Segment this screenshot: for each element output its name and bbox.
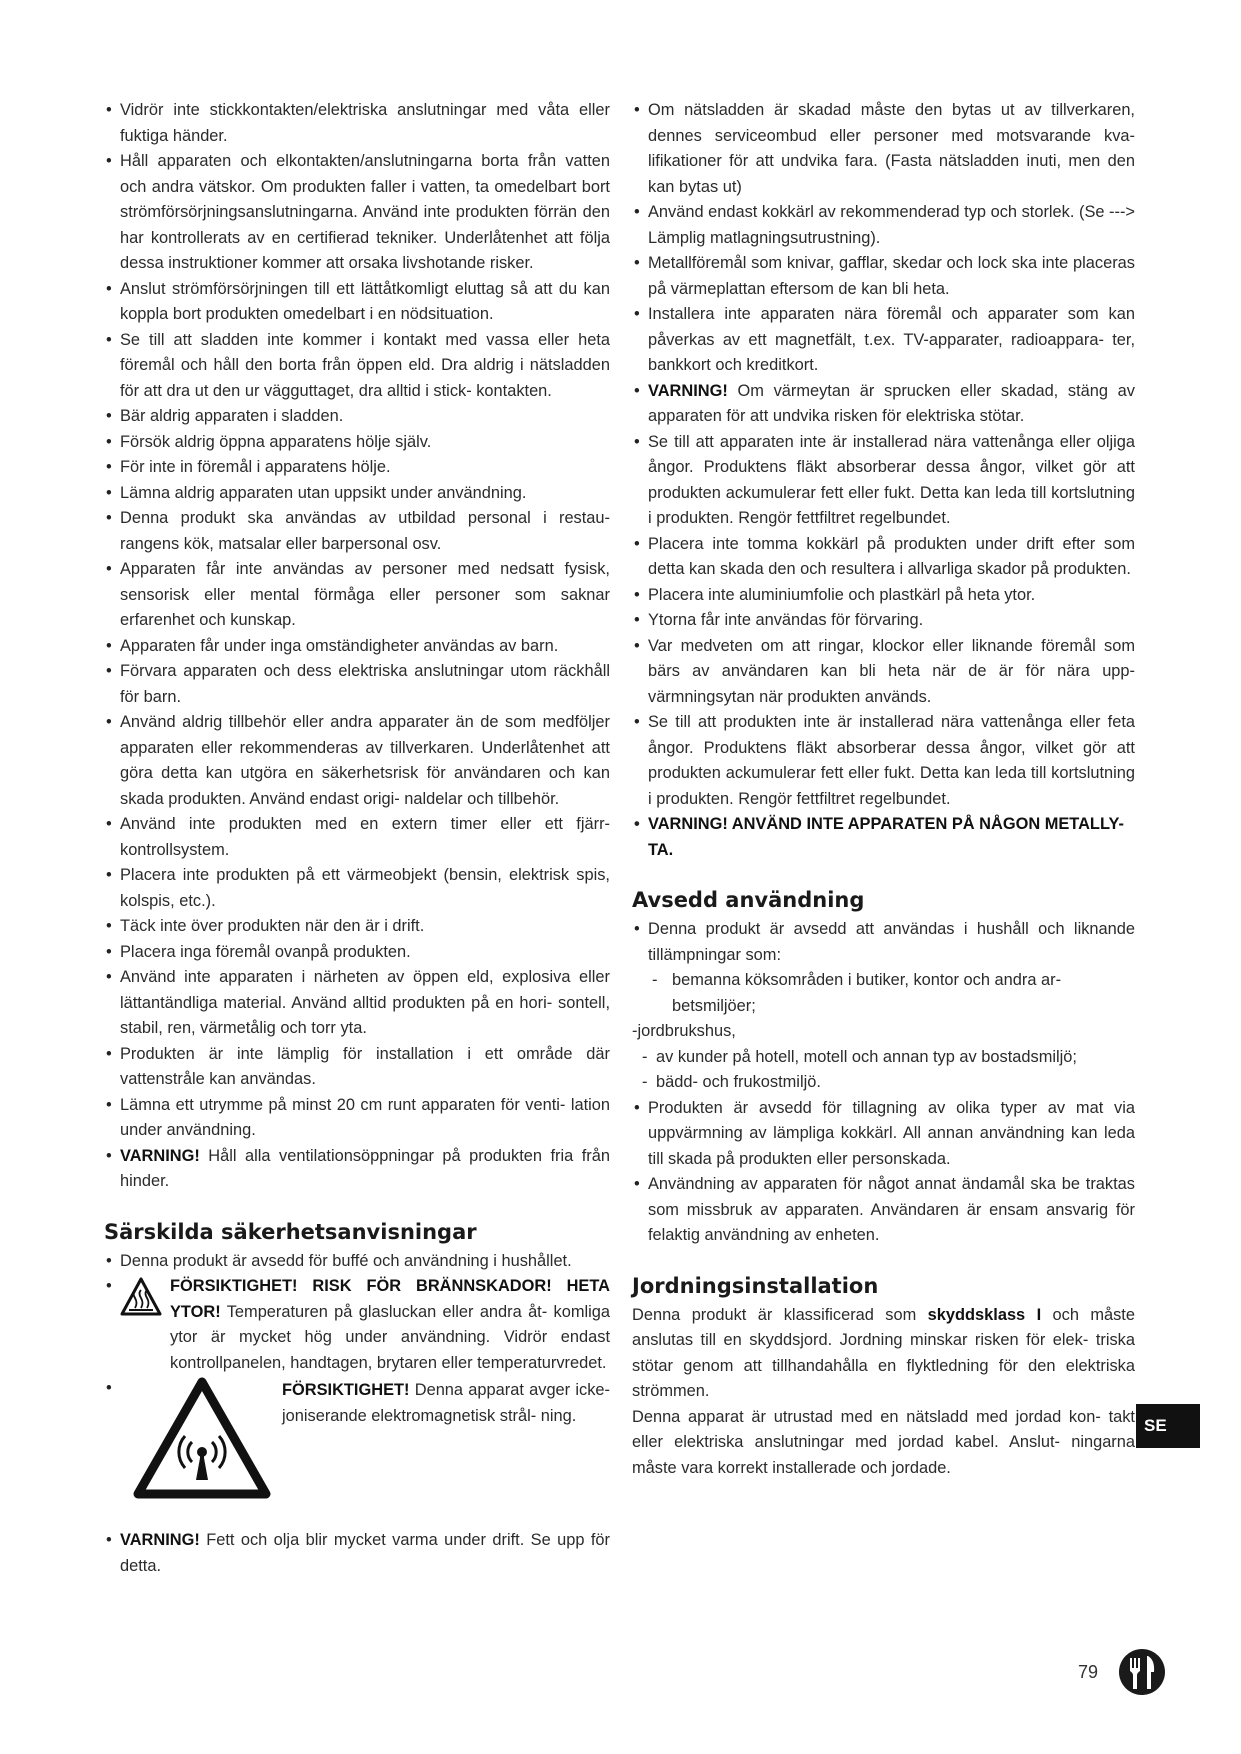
list-item: • Om nätsladden är skadad måste den bytas ut av tillverkaren, dennes serviceombud eller personer med motsvarande kva- lifikationer för att undvika fara. (Fasta nätsladden inuti, men den kan bytas ut) <box>632 98 1135 200</box>
list-item: • Använd inte produkten med en extern timer eller ett fjärr- kontrollsystem. <box>104 812 610 863</box>
radiation-warning <box>104 1376 610 1502</box>
list-item: • Denna produkt ska användas av utbildad personal i restau- rangens kök, matsalar eller barpersonal osv. <box>104 506 610 557</box>
list-item: • Denna produkt är avsedd för buffé och användning i hushållet. <box>104 1249 610 1275</box>
warning-ventilation <box>104 1144 610 1195</box>
section-heading-intended-use: Avsedd användning <box>632 888 865 912</box>
list-item: • Ytorna får inte användas för förvaring. <box>632 608 1135 634</box>
list-item: • Vidrör inte stickkontakten/elektriska anslutningar med våta eller fuktiga händer. <box>104 98 610 149</box>
sub-item: - bemanna köksområden i butiker, kontor och andra ar- betsmiljöer; <box>632 968 1135 1019</box>
list-item: • Placera inte tomma kokkärl på produkten under drift efter som detta kan skada den och resultera i allvarliga skador på produkten. <box>632 532 1135 583</box>
hot-surface-warning-icon <box>120 1276 162 1318</box>
list-item: • Apparaten får under inga omständigheter användas av barn. <box>104 634 610 660</box>
list-item: • Använd endast kokkärl av rekommenderad typ och storlek. (Se ---> Lämplig matlagningsutrustning). <box>632 200 1135 251</box>
list-item: • Apparaten får inte användas av personer med nedsatt fysisk, sensorisk eller mental förmåga eller personer som saknar erfarenhet och kunskap. <box>104 557 610 634</box>
list-item: • Produkten är inte lämplig för installation i ett område där vattenstråle kan användas. <box>104 1042 610 1093</box>
list-item: • Placera inte aluminiumfolie och plastkärl på heta ytor. <box>632 583 1135 609</box>
grounding-paragraph: Denna apparat är utrustad med en nätsladd med jordad kon- takt eller elektriska anslutningar med jordad kabel. Anslut- ningarna måste vara korrekt installerade och jordade. <box>632 1407 1135 1477</box>
list-item: • För inte in föremål i apparatens hölje. <box>104 455 610 481</box>
list-item: • Försök aldrig öppna apparatens hölje själv. <box>104 430 610 456</box>
cutlery-icon <box>1118 1648 1166 1696</box>
warning-label: VARNING! <box>648 381 728 400</box>
sub-item: - av kunder på hotell, motell och annan typ av bostadsmiljö; <box>632 1045 1135 1071</box>
left-column <box>104 98 610 1579</box>
list-item: • Se till att apparaten inte är installerad nära vattenånga eller oljiga ångor. Produktens fläkt absorberar dessa ångor, vilket gör att produkten ackumulerar fett eller fukt. Detta kan leda till kortslutning i produkten. Rengör fettfiltret regelbundet. <box>632 430 1135 532</box>
burn-warning-text: Temperaturen på glasluckan eller andra åt- komliga ytor är mycket hög under användning. Vidrör endast kontrollpanelen, handtagen, brytaren eller temperaturvredet. <box>170 1302 610 1372</box>
oil-warning <box>104 1528 610 1579</box>
sub-item: - bädd- och frukostmiljö. <box>632 1070 1135 1096</box>
protection-class: skyddsklass I <box>927 1305 1042 1324</box>
section-heading-grounding: Jordningsinstallation <box>632 1273 879 1298</box>
language-tab: SE <box>1136 1404 1200 1448</box>
list-item: • Placera inga föremål ovanpå produkten. <box>104 940 610 966</box>
warning-text: Om värmeytan är sprucken eller skadad, stäng av apparaten för att undvika risken för elektriska stötar. <box>648 381 1135 425</box>
warning-cracked-surface <box>632 379 1135 430</box>
warning-text: Håll alla ventilationsöppningar på produkten fria från hinder. <box>120 1146 610 1190</box>
list-item: • Använd inte apparaten i närheten av öppen eld, explosiva eller lättantändliga material. Använd alltid produkten på en hori- sontell, stabil, ren, värmetålig och torr yta. <box>104 965 610 1042</box>
warning-metal-surface: • VARNING! ANVÄND INTE APPARATEN PÅ NÅGON METALLY- TA. <box>632 812 1135 863</box>
list-item: • Metallföremål som knivar, gafflar, skedar och lock ska inte placeras på värmeplattan eftersom de kan bli heta. <box>632 251 1135 302</box>
list-item: • Produkten är avsedd för tillagning av olika typer av mat via uppvärmning av lämpliga kokkärl. All annan användning kan leda till skada på produkten eller personskada. <box>632 1096 1135 1173</box>
right-column <box>632 98 1135 1481</box>
page-number: 79 <box>1078 1662 1099 1682</box>
list-item: • Förvara apparaten och dess elektriska anslutningar utom räckhåll för barn. <box>104 659 610 710</box>
list-item: • Täck inte över produkten när den är i drift. <box>104 914 610 940</box>
list-item: • Var medveten om att ringar, klockor eller liknande föremål som bärs av användaren kan bli heta när de är för nära upp- värmningsytan när produkten används. <box>632 634 1135 711</box>
list-item: • Se till att sladden inte kommer i kontakt med vassa eller heta föremål och håll den borta från öppen eld. Dra aldrig i nätsladden för att dra ut den ur vägguttaget, dra alltid i stick- kontakten. <box>104 328 610 405</box>
list-item: • Installera inte apparaten nära föremål och apparater som kan påverkas av ett magnetfält, t.ex. TV-apparater, radioappara- ter, bankkort och kreditkort. <box>632 302 1135 379</box>
grounding-text: Denna produkt är klassificerad som <box>632 1305 928 1324</box>
list-item: • Se till att produkten inte är installerad nära vattenånga eller feta ångor. Produktens fläkt absorberar dessa ångor, vilket gör att produkten ackumulerar fett eller fukt. Detta kan leda till kortslutning i produkten. Rengör fettfiltret regelbundet. <box>632 710 1135 812</box>
radiation-warning-icon <box>132 1376 272 1502</box>
list-item: • Använd aldrig tillbehör eller andra apparater än de som medföljer apparaten eller rekommenderas av tillverkaren. Underlåtenhet att göra detta kan utgöra en säkerhetsrisk för användaren och kan skada produkten. Använd endast origi- naldelar och tillbehör. <box>104 710 610 812</box>
oil-warning-label: VARNING! <box>120 1531 200 1549</box>
list-item: • Användning av apparaten för något annat ändamål ska be traktas som missbruk av apparaten. Användaren är ensam ansvarig för felaktig användning av enheten. <box>632 1172 1135 1249</box>
oil-warning-text: Fett och olja blir mycket varma under drift. Se upp för detta. <box>120 1531 610 1575</box>
list-item: • Denna produkt är avsedd att användas i hushåll och liknande tillämpningar som: <box>632 917 1135 968</box>
list-item: • Bär aldrig apparaten i sladden. <box>104 404 610 430</box>
list-item: • Håll apparaten och elkontakten/anslutningarna borta från vatten och andra vätskor. Om produkten faller i vatten, ta omedelbart bort strömförsörjningsanslutningarna. Använd inte produkten förrän den har kontrollerats av en certifierad tekniker. Underlåtenhet att följa dessa instruktioner kommer att orsaka livshotande risker. <box>104 149 610 277</box>
list-item: • Anslut strömförsörjningen till ett lättåtkomligt eluttag så att du kan koppla bort produkten omedelbart i en nödsituation. <box>104 277 610 328</box>
grounding-paragraph <box>632 1303 1135 1405</box>
radiation-warning-text: Denna apparat avger icke-joniserande elektromagnetisk strål- ning. <box>282 1381 610 1425</box>
list-item: • Placera inte produkten på ett värmeobjekt (bensin, elektrisk spis, kolspis, etc.). <box>104 863 610 914</box>
list-item: • Lämna ett utrymme på minst 20 cm runt apparaten för venti- lation under användning. <box>104 1093 610 1144</box>
warning-label: VARNING! <box>120 1146 200 1165</box>
list-item: • Lämna aldrig apparaten utan uppsikt under användning. <box>104 481 610 507</box>
section-heading-special-safety: Särskilda säkerhetsanvisningar <box>104 1219 477 1244</box>
radiation-warning-label: FÖRSIKTIGHET! <box>282 1381 410 1399</box>
burn-warning <box>104 1274 610 1376</box>
sub-item: -jordbrukshus, <box>632 1022 736 1040</box>
grounding-text: och måste anslutas till en skyddsjord. Jordning minskar risken för elek- triska stötar genom att tillhandahålla en flyktledning för den elektriska strömmen. <box>632 1305 1135 1400</box>
burn-warning-label: FÖRSIKTIGHET! RISK FÖR BRÄNNSKADOR! HETA YTOR! <box>170 1277 610 1321</box>
